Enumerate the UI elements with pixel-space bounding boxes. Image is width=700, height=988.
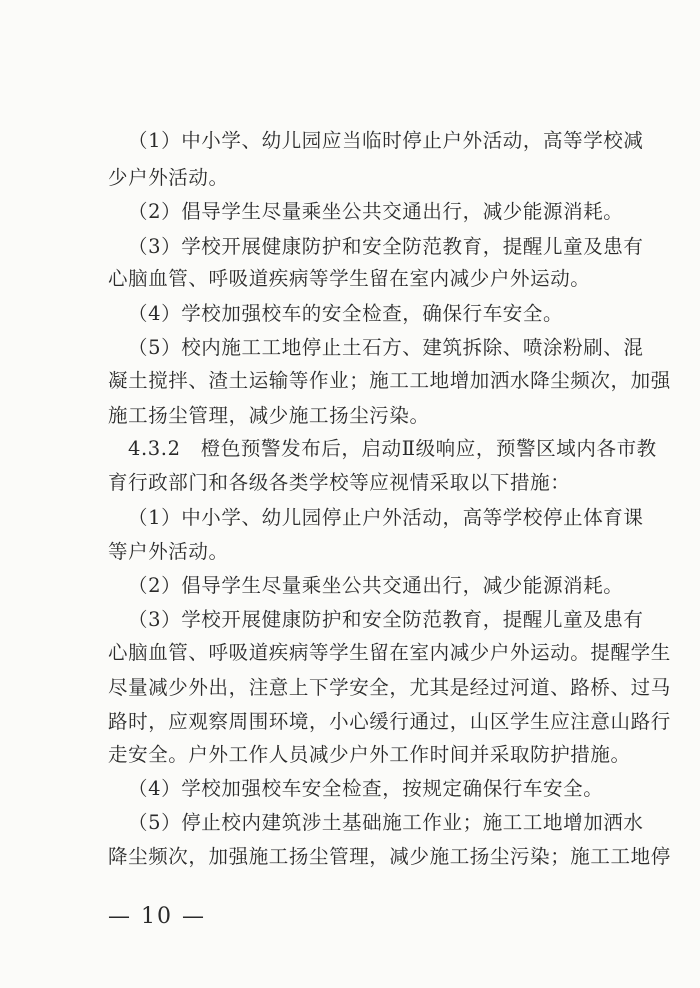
- text-line: 等户外活动。: [108, 540, 229, 563]
- text-line: （2）倡导学生尽量乘坐公共交通出行，减少能源消耗。: [128, 200, 624, 223]
- text-line: （4）学校加强校车安全检查，按规定确保行车安全。: [128, 777, 604, 800]
- text-line: （1）中小学、幼儿园应当临时停止户外活动，高等学校减: [128, 129, 644, 152]
- text-line: 凝土搅拌、渣土运输等作业；施工工地增加洒水降尘频次，加强: [108, 369, 671, 392]
- text-line: （4）学校加强校车的安全检查，确保行车安全。: [128, 302, 564, 325]
- text-line: 育行政部门和各级各类学校等应视情采取以下措施：: [108, 471, 571, 494]
- page-number: — 10 —: [108, 904, 206, 929]
- text-line: 走安全。户外工作人员减少户外工作时间并采取防护措施。: [108, 743, 631, 766]
- text-line: 尽量减少外出，注意上下学安全，尤其是经过河道、路桥、过马: [108, 676, 671, 699]
- text-line: 路时，应观察周围环境，小心缓行通过，山区学生应注意山路行: [108, 710, 671, 733]
- text-line: 4.3.2 橙色预警发布后，启动Ⅱ级响应，预警区域内各市教: [128, 437, 657, 460]
- text-line: 心脑血管、呼吸道疾病等学生留在室内减少户外运动。提醒学生: [108, 641, 671, 664]
- text-line: （5）校内施工工地停止土石方、建筑拆除、喷涂粉刷、混: [128, 336, 644, 359]
- text-line: （5）停止校内建筑涉土基础施工作业；施工工地增加洒水: [128, 811, 644, 834]
- text-line: 降尘频次，加强施工扬尘管理，减少施工扬尘污染；施工工地停: [108, 845, 671, 868]
- text-line: （3）学校开展健康防护和安全防范教育，提醒儿童及患有: [128, 608, 644, 631]
- text-line: 少户外活动。: [108, 166, 229, 189]
- text-line: （2）倡导学生尽量乘坐公共交通出行，减少能源消耗。: [128, 574, 624, 597]
- text-line: 施工扬尘管理，减少施工扬尘污染。: [108, 404, 430, 427]
- text-line: 心脑血管、呼吸道疾病等学生留在室内减少户外运动。: [108, 267, 591, 290]
- text-line: （1）中小学、幼儿园停止户外活动，高等学校停止体育课: [128, 506, 644, 529]
- text-line: （3）学校开展健康防护和安全防范教育，提醒儿童及患有: [128, 235, 644, 258]
